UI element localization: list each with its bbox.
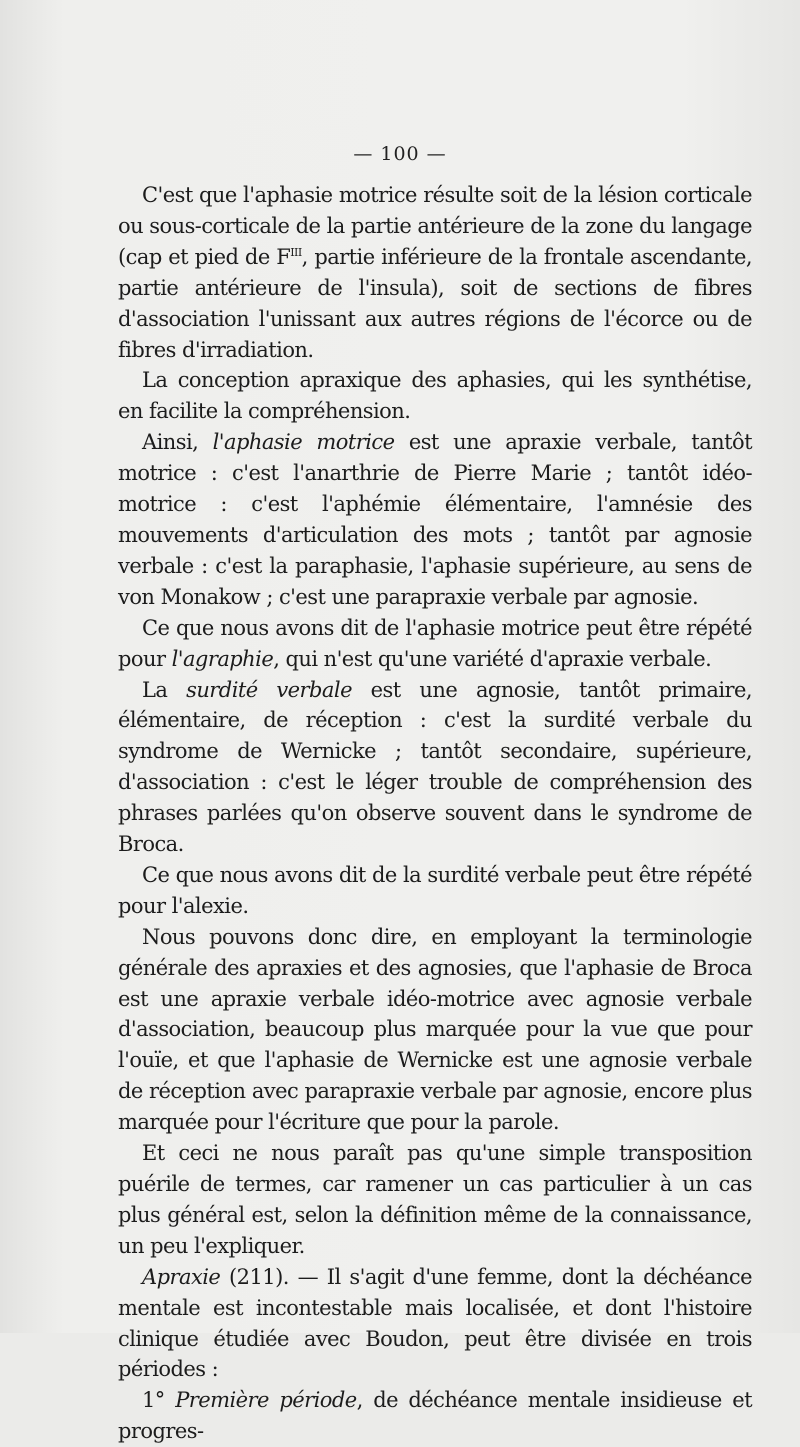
- paragraph: [118, 1138, 752, 1262]
- italic-text: surdité verbale: [186, 677, 352, 702]
- italic-text: l'aphasie motrice: [212, 430, 395, 455]
- superscript-text: III: [290, 245, 302, 259]
- paragraph: [118, 1262, 752, 1386]
- paragraph-text: Et ceci ne nous paraît pas qu'une simple transposition puérile de termes, car ramener un cas particulier à un cas plus général est, selon la définition même de la connaissance, un peu l'expliquer.: [118, 1141, 752, 1258]
- paragraph: [118, 922, 752, 1138]
- italic-text: Apraxie: [142, 1264, 221, 1289]
- paragraph: [118, 675, 752, 860]
- paragraph-text: , de déchéance mentale insidieuse et progres-: [118, 1388, 753, 1444]
- paragraph-text: Ainsi,: [142, 430, 213, 455]
- paragraph-text: La: [142, 677, 187, 702]
- paragraph: [118, 1385, 752, 1447]
- paragraph-text: La conception apraxique des aphasies, qui les synthétise, en facilite la compréhension.: [118, 368, 752, 424]
- paragraph-text: est une agnosie, tantôt primaire, élémentaire, de réception : c'est la surdité verbale du syndrome de Wernicke ; tantôt secondaire, supérieure, d'association : c'est le léger trouble de compréhension des phrases parlées qu'on observe souvent dans le syndrome de Broca.: [118, 677, 752, 857]
- paragraph-text: , qui n'est qu'une variété d'apraxie verbale.: [273, 646, 712, 671]
- italic-text: l'agraphie: [171, 646, 274, 671]
- paragraph-text: C'est que l'aphasie motrice résulte soit de la lésion corticale ou sous-corticale de la partie antérieure de la zone du langage (cap et pied de F: [118, 183, 752, 269]
- paragraph-text: est une apraxie verbale, tantôt motrice : c'est l'anarthrie de Pierre Marie ; tantôt idéo-motrice : c'est l'aphémie élémentaire, l'amnésie des mouvements d'articulation des mots ; tantôt par agnosie verbale : c'est la paraphasie, l'aphasie supérieure, au sens de von Monakow ; c'est une parapraxie verbale par agnosie.: [118, 430, 753, 609]
- paragraph-text: Ce que nous avons dit de la surdité verbale peut être répété pour l'alexie.: [118, 862, 752, 918]
- paragraph: [118, 180, 752, 365]
- paragraph: [118, 365, 752, 427]
- italic-text: Première période: [175, 1388, 357, 1413]
- paragraph: [118, 613, 752, 675]
- paragraph-text: Ce que nous avons dit de l'aphasie motrice peut être répété pour: [118, 615, 752, 671]
- paragraph: [118, 427, 752, 612]
- paragraph-text: , partie inférieure de la frontale ascendante, partie antérieure de l'insula), soit de sections de fibres d'association l'unissant aux autres régions de l'écorce ou de fibres d'irradiation.: [118, 244, 752, 362]
- page-number: — 100 —: [353, 143, 447, 165]
- body-text: [118, 180, 752, 1447]
- paragraph-text: (211). — Il s'agit d'une femme, dont la déchéance mentale est incontestable mais localisée, et dont l'histoire clinique étudiée avec Boudon, peut être divisée en trois périodes :: [118, 1264, 752, 1382]
- paragraph-text: 1°: [142, 1388, 176, 1413]
- paragraph: [118, 860, 752, 922]
- paragraph-text: Nous pouvons donc dire, en employant la terminologie générale des apraxies et des agnosies, que l'aphasie de Broca est une apraxie verbale idéo-motrice avec agnosie verbale d'association, beaucoup plus marquée pour la vue que pour l'ouïe, et que l'aphasie de Wernicke est une agnosie verbale de réception avec parapraxie verbale par agnosie, encore plus marquée pour l'écriture que pour la parole.: [118, 924, 752, 1135]
